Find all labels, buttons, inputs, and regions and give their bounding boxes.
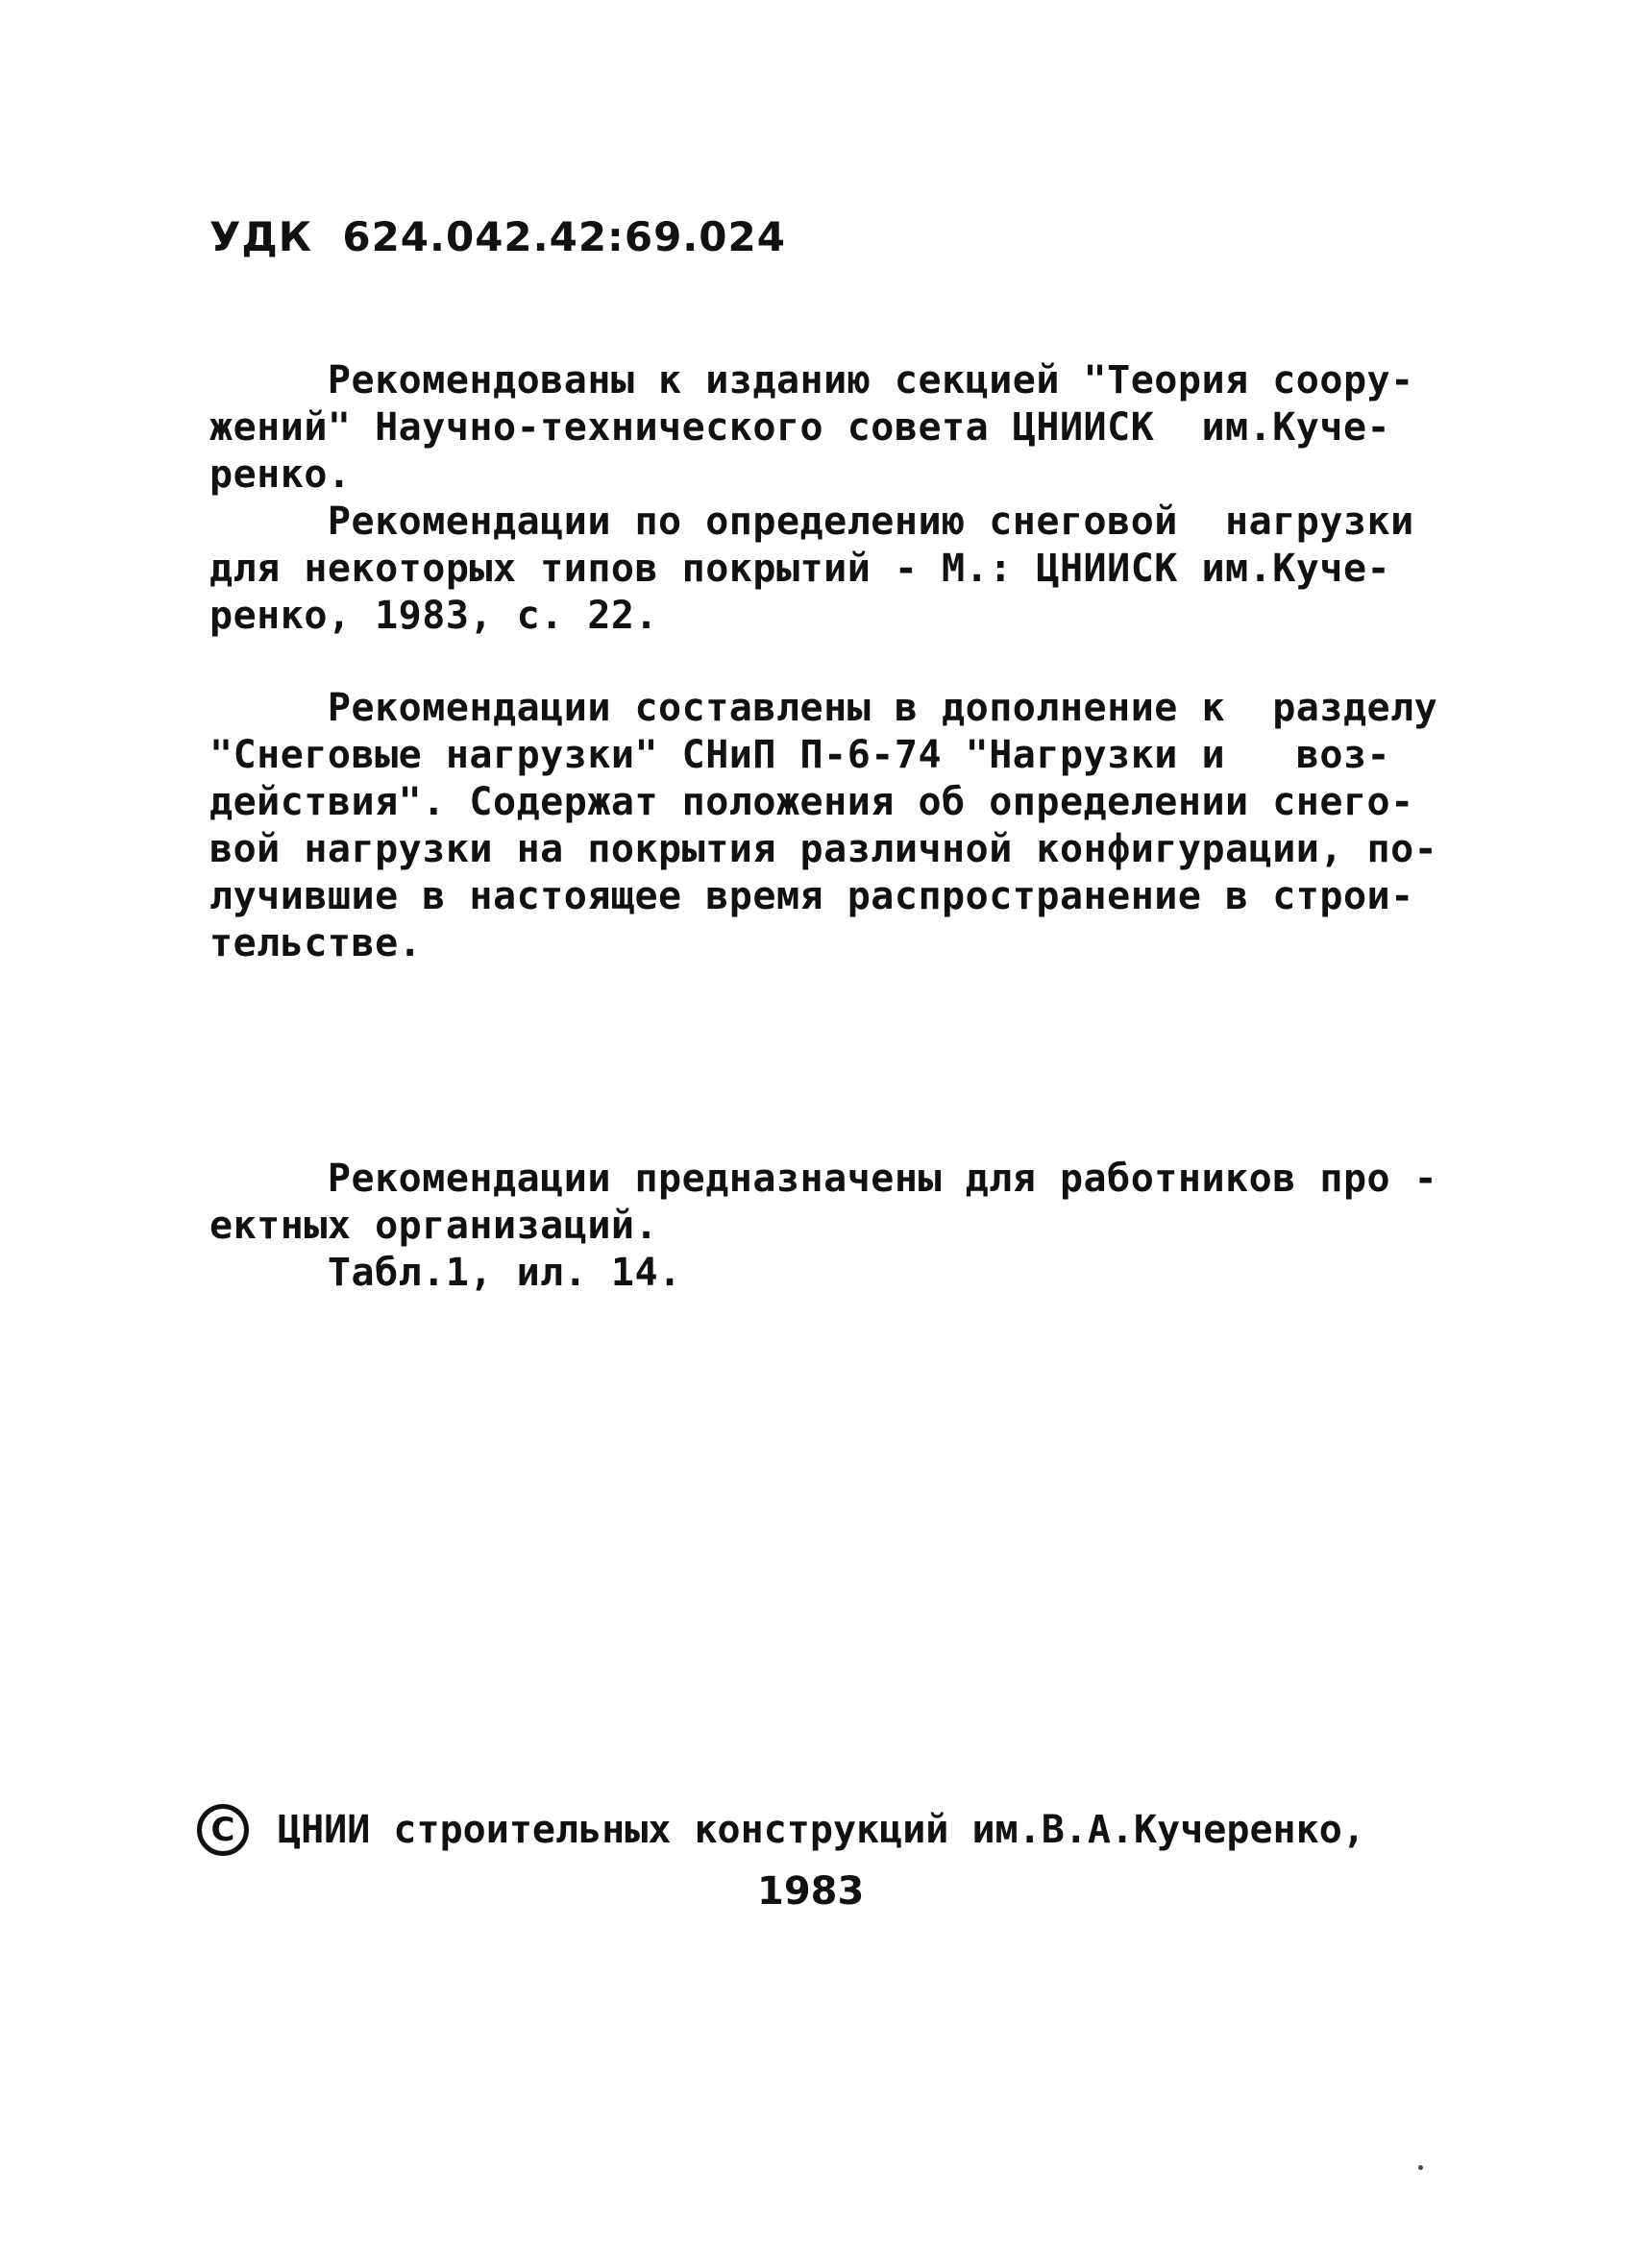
citation-line-1: Рекомендации по определению снеговой нагрузки [209,500,1414,544]
audience-line-3: Табл.1, ил. 14. [209,1251,682,1295]
recommended-line-1: Рекомендованы к изданию секцией "Теория соору- [209,358,1414,402]
copyright-holder: ЦНИИ строительных конструкций им.В.А.Кучеренко, [278,1808,1365,1852]
audience-line-2: ектных организаций. [209,1204,659,1248]
abstract-line-6: тельстве. [209,921,423,965]
scan-speck [1418,2165,1423,2170]
citation-line-3: ренко, 1983, с. 22. [209,594,659,638]
abstract-line-3: действия". Содержат положения об определении снего- [209,780,1414,824]
abstract-line-1: Рекомендации составлены в дополнение к разделу [209,686,1438,730]
recommended-line-3: ренко. [209,452,352,497]
abstract-line-5: лучившие в настоящее время распространение в строи- [209,874,1414,918]
audience-line-1: Рекомендации предназначены для работников про - [209,1157,1438,1201]
copyright-block [197,1804,1365,1856]
citation-line-2: для некоторых типов покрытий - М.: ЦНИИСК им.Куче- [209,547,1391,591]
copyright-icon: C [197,1804,249,1856]
abstract-line-4: вой нагрузки на покрытия различной конфигурации, по- [209,827,1438,871]
udk-code: УДК 624.042.42:69.024 [209,213,786,260]
recommended-line-2: жений" Научно-технического совета ЦНИИСК им.Куче- [209,405,1391,450]
abstract-line-2: "Снеговые нагрузки" СНиП П-6-74 "Нагрузки и воз- [209,733,1391,777]
copyright-year: 1983 [757,1869,865,1914]
